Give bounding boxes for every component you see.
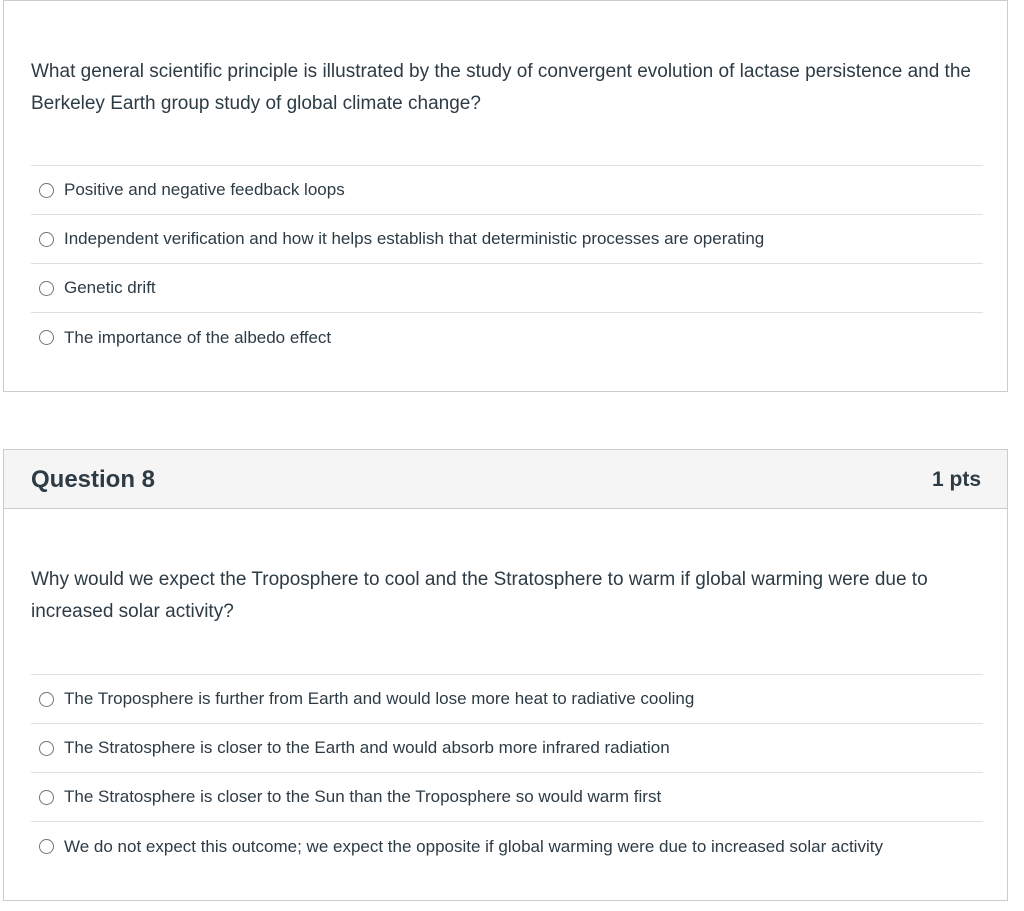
question-title: Question 8 xyxy=(31,466,156,493)
question-text: What general scientific principle is illustrated by the study of convergent evolution of lactase persistence and the Berkeley Earth group study of global climate change? xyxy=(31,61,971,114)
answer-option[interactable] xyxy=(31,264,983,313)
radio-button[interactable] xyxy=(39,232,54,247)
radio-button[interactable] xyxy=(39,741,54,756)
radio-button[interactable] xyxy=(39,183,54,198)
answer-option[interactable] xyxy=(31,675,983,724)
radio-button[interactable] xyxy=(39,281,54,296)
answer-label: Positive and negative feedback loops xyxy=(64,180,345,199)
answer-option[interactable] xyxy=(31,313,983,362)
question-points: 1 pts xyxy=(931,468,981,491)
answer-option[interactable] xyxy=(31,166,983,215)
answer-label: The importance of the albedo effect xyxy=(64,327,332,347)
question-header xyxy=(4,450,1007,509)
answer-list xyxy=(31,674,983,871)
answer-option[interactable] xyxy=(31,215,983,264)
answer-option[interactable] xyxy=(31,724,983,773)
answer-option[interactable] xyxy=(31,773,983,822)
radio-button[interactable] xyxy=(39,330,54,345)
answer-label: The Stratosphere is closer to the Sun than the Troposphere so would warm first xyxy=(64,787,662,806)
radio-button[interactable] xyxy=(39,790,54,805)
question-text: Why would we expect the Troposphere to cool and the Stratosphere to warm if global warming were due to increased solar activity? xyxy=(31,569,928,622)
answer-option[interactable] xyxy=(31,822,983,871)
radio-button[interactable] xyxy=(39,839,54,854)
answer-label: Independent verification and how it helps establish that deterministic processes are operating xyxy=(64,229,765,248)
answer-label: We do not expect this outcome; we expect the opposite if global warming were due to increased solar activity xyxy=(64,836,883,856)
answer-list xyxy=(31,165,983,362)
question-card-8 xyxy=(3,449,1008,901)
radio-button[interactable] xyxy=(39,692,54,707)
answer-label: The Troposphere is further from Earth and would lose more heat to radiative cooling xyxy=(64,689,695,708)
answer-label: Genetic drift xyxy=(64,278,156,297)
question-card-previous xyxy=(3,0,1008,392)
answer-label: The Stratosphere is closer to the Earth and would absorb more infrared radiation xyxy=(64,738,670,757)
